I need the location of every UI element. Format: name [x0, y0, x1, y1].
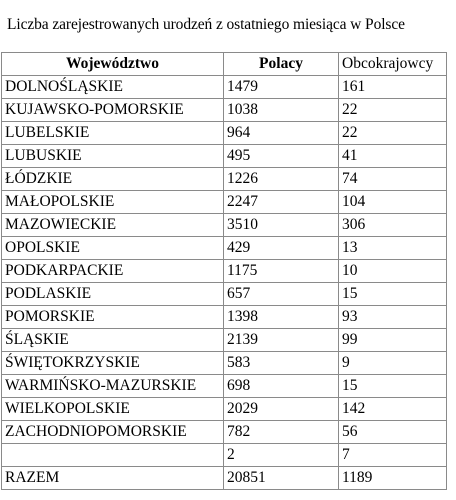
cell-foreigners: 74 [339, 168, 447, 191]
cell-polish: 1038 [224, 99, 339, 122]
cell-voivodeship: WIELKOPOLSKIE [2, 398, 224, 421]
cell-voivodeship: LUBELSKIE [2, 122, 224, 145]
cell-foreigners: 10 [339, 260, 447, 283]
cell-foreigners: 93 [339, 306, 447, 329]
cell-foreigners: 1189 [339, 467, 447, 490]
cell-voivodeship: LUBUSKIE [2, 145, 224, 168]
table-row [2, 168, 447, 191]
table-row [2, 444, 447, 467]
table-row [2, 306, 447, 329]
table-row [2, 99, 447, 122]
cell-voivodeship: PODLASKIE [2, 283, 224, 306]
cell-polish: 20851 [224, 467, 339, 490]
cell-voivodeship [2, 444, 224, 467]
table-row [2, 214, 447, 237]
cell-voivodeship: PODKARPACKIE [2, 260, 224, 283]
cell-polish: 1479 [224, 76, 339, 99]
table-header-row [2, 53, 447, 76]
table-row [2, 260, 447, 283]
cell-voivodeship: ŚWIĘTOKRZYSKIE [2, 352, 224, 375]
table-row [2, 122, 447, 145]
cell-voivodeship: DOLNOŚLĄSKIE [2, 76, 224, 99]
cell-polish: 1175 [224, 260, 339, 283]
table-row [2, 283, 447, 306]
table-body [2, 76, 447, 490]
cell-foreigners: 99 [339, 329, 447, 352]
table-row [2, 145, 447, 168]
table-row [2, 191, 447, 214]
cell-foreigners: 306 [339, 214, 447, 237]
table-row [2, 329, 447, 352]
cell-polish: 583 [224, 352, 339, 375]
table-row [2, 352, 447, 375]
cell-voivodeship: WARMIŃSKO-MAZURSKIE [2, 375, 224, 398]
header-foreigners: Obcokrajowcy [339, 53, 447, 76]
cell-polish: 3510 [224, 214, 339, 237]
cell-polish: 2029 [224, 398, 339, 421]
cell-polish: 1398 [224, 306, 339, 329]
cell-polish: 782 [224, 421, 339, 444]
cell-voivodeship: MAŁOPOLSKIE [2, 191, 224, 214]
cell-polish: 2247 [224, 191, 339, 214]
cell-polish: 495 [224, 145, 339, 168]
table-row [2, 375, 447, 398]
cell-foreigners: 161 [339, 76, 447, 99]
cell-foreigners: 9 [339, 352, 447, 375]
table-row-total [2, 467, 447, 490]
cell-polish: 698 [224, 375, 339, 398]
table-row [2, 421, 447, 444]
cell-voivodeship: ŁÓDZKIE [2, 168, 224, 191]
cell-voivodeship: RAZEM [2, 467, 224, 490]
cell-foreigners: 41 [339, 145, 447, 168]
cell-polish: 429 [224, 237, 339, 260]
header-polish: Polacy [224, 53, 339, 76]
cell-foreigners: 13 [339, 237, 447, 260]
cell-polish: 1226 [224, 168, 339, 191]
cell-foreigners: 15 [339, 283, 447, 306]
table-row [2, 237, 447, 260]
table-row [2, 398, 447, 421]
header-voivodeship: Województwo [2, 53, 224, 76]
cell-foreigners: 15 [339, 375, 447, 398]
cell-foreigners: 104 [339, 191, 447, 214]
table-row [2, 76, 447, 99]
cell-voivodeship: POMORSKIE [2, 306, 224, 329]
cell-polish: 2 [224, 444, 339, 467]
cell-foreigners: 22 [339, 99, 447, 122]
births-table [1, 52, 447, 490]
table-title: Liczba zarejestrowanych urodzeń z ostatniego miesiąca w Polsce [7, 16, 405, 33]
cell-foreigners: 142 [339, 398, 447, 421]
cell-voivodeship: MAZOWIECKIE [2, 214, 224, 237]
cell-polish: 657 [224, 283, 339, 306]
cell-foreigners: 22 [339, 122, 447, 145]
cell-polish: 2139 [224, 329, 339, 352]
cell-foreigners: 7 [339, 444, 447, 467]
cell-voivodeship: OPOLSKIE [2, 237, 224, 260]
cell-voivodeship: ŚLĄSKIE [2, 329, 224, 352]
cell-voivodeship: KUJAWSKO-POMORSKIE [2, 99, 224, 122]
cell-foreigners: 56 [339, 421, 447, 444]
cell-polish: 964 [224, 122, 339, 145]
cell-voivodeship: ZACHODNIOPOMORSKIE [2, 421, 224, 444]
